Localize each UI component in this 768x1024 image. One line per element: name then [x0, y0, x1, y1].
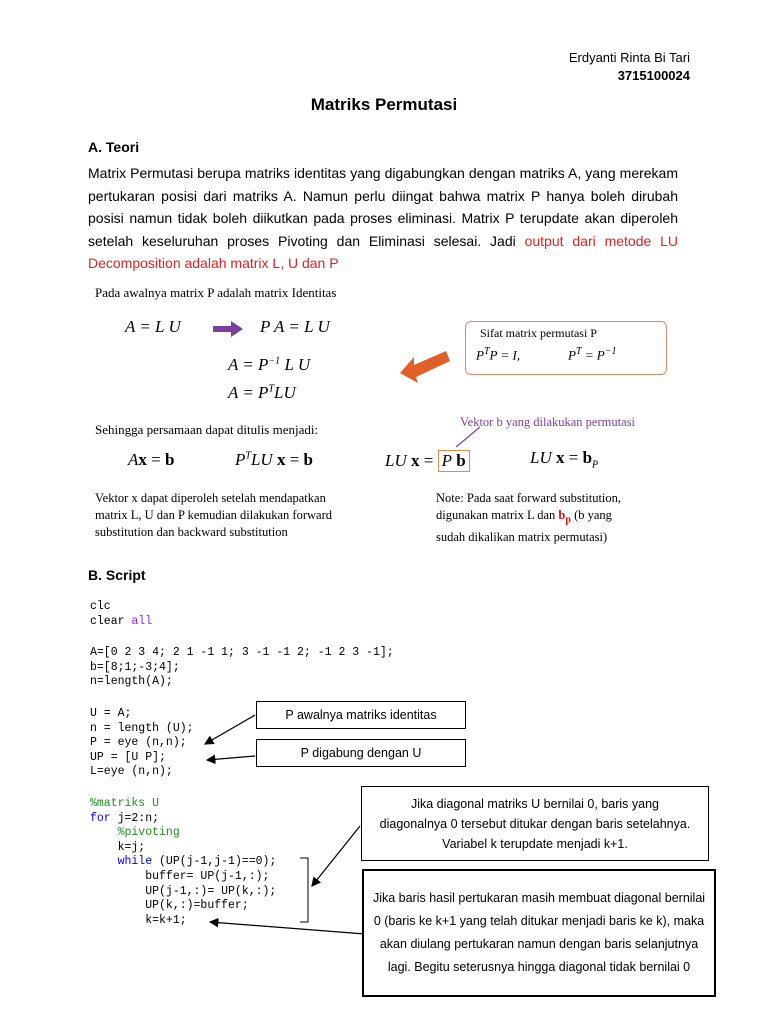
code-for: for — [90, 811, 111, 825]
code-line-16: buffer= UP(j-1,:); — [90, 870, 270, 883]
code-line-6: U = A; — [90, 707, 132, 720]
code-line-4: b=[8;1;-3;4]; — [90, 660, 180, 674]
code-line-13: %pivoting — [90, 826, 180, 840]
left-note-line-2: matrix L, U dan P kemudian dilakukan forward — [95, 508, 332, 522]
code-line-14: k=j; — [90, 840, 146, 854]
code-while: while — [90, 855, 153, 869]
code-line-9: UP = [U P]; — [90, 750, 166, 764]
code-line-10: L=eye (n,n); — [90, 765, 173, 779]
sifat-eq-2: $P^T = P^{-1}$ — [568, 346, 617, 363]
annotation-repeat-swap: Jika baris hasil pertukaran masih membuat diagonal bernilai 0 (baris ke k+1 yang telah ditukar menjadi baris ke k), maka akan diulang pertukaran namun dengan baris selanjutnya lagi. Begitu seterusnya hingga diagonal tidak bernilai 0 — [362, 869, 716, 997]
vektor-b-note: Vektor b yang dilakukan permutasi — [460, 415, 635, 429]
code-line-7: n = length (U); — [90, 721, 194, 735]
equation-lu-x-pb: LU x = P b — [385, 450, 470, 472]
code-while-rest: (UP(j-1,j-1)==0); — [152, 855, 277, 869]
pb-box: P b — [438, 450, 470, 472]
annotation-p-digabung: P digabung dengan U — [256, 739, 466, 767]
code-clear: clear — [90, 614, 132, 628]
section-a-text: Matrix Permutasi berupa matriks identitas yang digabungkan dengan matriks A, yang merekam pertukaran posisi dari matriks A. Namun perlu diingat bahwa matrix P hanya boleh dirubah posisi namun tidak boleh diikutkan pada proses eliminasi. Matrix P terupdate akan diperoleh setelah keseluruhan proses Pivoting dan Eliminasi selesai. Jadi — [88, 165, 678, 249]
left-note-line-1: Vektor x dapat diperoleh setelah mendapatkan — [95, 491, 326, 505]
page-title: Matriks Permutasi — [310, 95, 458, 114]
right-note-line-2: digunakan matrix L dan $b_p$ (b yang — [436, 508, 612, 526]
equation-a-lu: A = L U — [125, 317, 181, 336]
code-for-rest: j=2:n; — [110, 811, 160, 825]
equation-lu-x-bp: LU $x = b_P$ — [530, 448, 599, 471]
code-line-19: k=k+1; — [90, 913, 187, 927]
equation-ax-b: Ax = b — [128, 450, 175, 469]
code-line-18: UP(k,:)=buffer; — [90, 899, 249, 913]
code-line-11: %matriks U — [90, 797, 160, 810]
equation-ptlu-x-b: $P^TLU$ x = b — [235, 450, 313, 469]
annotation-p-identitas: P awalnya matriks identitas — [256, 701, 466, 729]
code-line-8: P = eye (n,n); — [90, 736, 187, 750]
code-line-3: A=[0 2 3 4; 2 1 -1 1; 3 -1 -1 2; -1 2 3 -1]; — [90, 646, 394, 659]
equation-a-pinv-lu: $A = P^{-1}$ L U — [228, 355, 311, 374]
equation-a-pt-lu: $A = P^TLU$ — [228, 383, 296, 402]
sehingga-text: Sehingga persamaan dapat ditulis menjadi: — [95, 422, 319, 437]
figure-intro: Pada awalnya matrix P adalah matrix Identitas — [95, 285, 337, 300]
left-note-line-3: substitution dan backward substitution — [95, 525, 288, 539]
section-b-heading: B. Script — [88, 567, 146, 583]
right-note-line-2a: digunakan matrix L dan — [436, 508, 559, 522]
code-line-17: UP(j-1,:)= UP(k,:); — [90, 884, 277, 898]
sifat-eq-1: $P^TP = I$, — [476, 346, 521, 363]
right-note-line-2b: (b yang — [570, 508, 612, 522]
right-note-line-1: Note: Pada saat forward substitution, — [436, 491, 622, 505]
author-name: Erdyanti Rinta Bi Tari — [568, 50, 690, 65]
code-line-5: n=length(A); — [90, 675, 173, 689]
code-all: all — [131, 614, 153, 628]
right-note-line-3: sudah dikalikan matrix permutasi) — [436, 529, 608, 544]
code-line-1: clc — [90, 600, 111, 613]
author-id: 3715100024 — [617, 68, 690, 83]
annotation-diagonal-zero: Jika diagonal matriks U bernilai 0, baris yang diagonalnya 0 tersebut ditukar dengan baris setelahnya. Variabel k terupdate menjadi k+1. — [361, 786, 709, 861]
equation-pa-lu: P A = L U — [260, 317, 330, 336]
section-a-highlight: output dari metode LU Decomposition adalah matrix L, U dan P — [88, 232, 679, 271]
sifat-title: Sifat matrix permutasi P — [480, 326, 597, 340]
section-a-heading: A. Teori — [88, 139, 140, 155]
